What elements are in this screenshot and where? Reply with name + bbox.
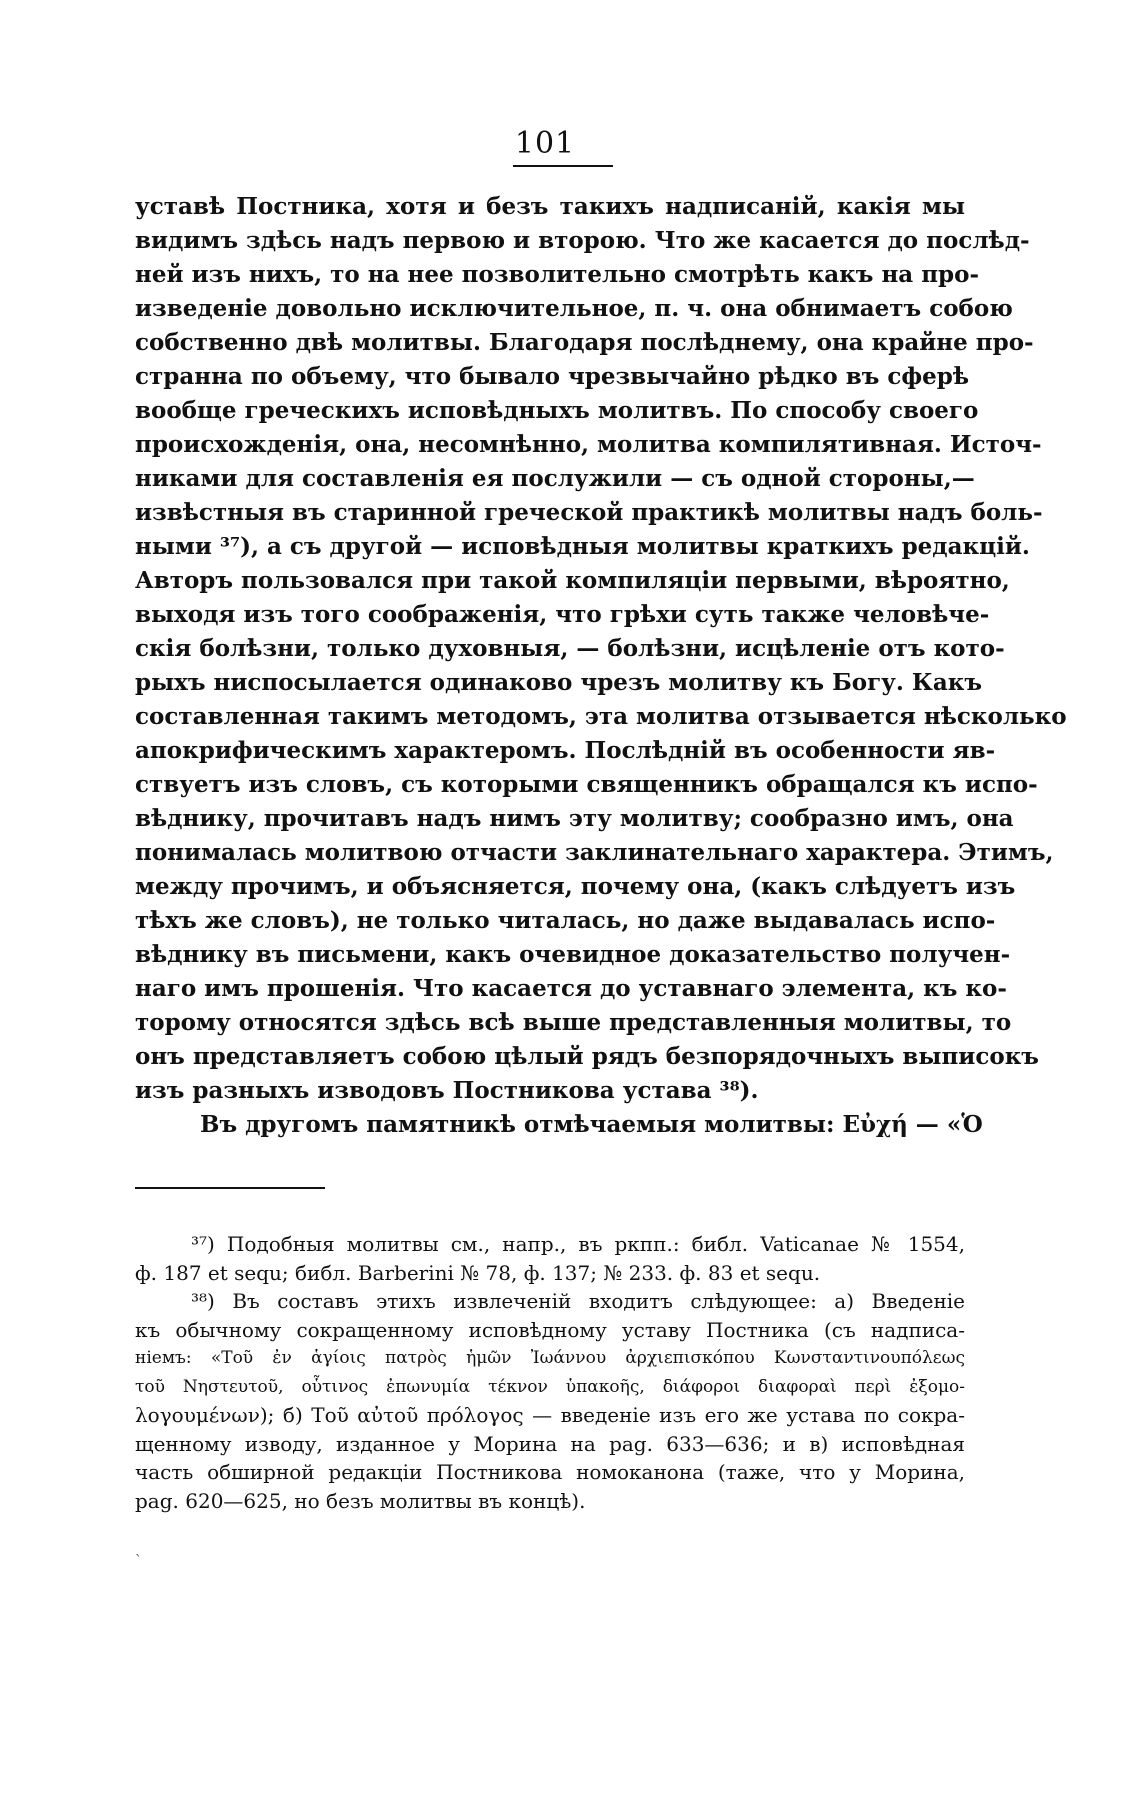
text-line: изведеніе довольно исключительное, п. ч. она обнимаетъ собою — [135, 295, 1013, 322]
text-line: странна по объему, что бывало чрезвычайно рѣдко въ сферѣ — [135, 363, 970, 390]
page-number: 101 — [514, 126, 576, 161]
text-line: ствуетъ изъ словъ, съ которыми священникъ обращался къ испо- — [135, 771, 1038, 798]
text-line: собственно двѣ молитвы. Благодаря послѣднему, она крайне про- — [135, 329, 1034, 356]
text-line: ней изъ нихъ, то на нее позволительно смотрѣть какъ на про- — [135, 261, 980, 288]
text-line: изъ разныхъ изводовъ Постникова устава ³⁸). — [135, 1077, 759, 1104]
text-line: вѣднику въ письмени, какъ очевидное доказательство получен- — [135, 941, 1011, 968]
text-line: апокрифическимъ характеромъ. Послѣдній въ особенности яв- — [135, 737, 996, 764]
footnote-line: pag. 620—625, но безъ молитвы въ концѣ). — [135, 1488, 586, 1513]
footnote-line: ф. 187 et sequ; библ. Barberini № 78, ф. 137; № 233. ф. 83 et sequ. — [135, 1260, 821, 1285]
footnote-line: λογουμένων); б) Τοῦ αὐτοῦ πρόλογος — введеніе изъ его же устава по сокра- — [135, 1403, 965, 1427]
text-line: скія болѣзни, только духовныя, — болѣзни, исцѣленіе отъ кото- — [135, 635, 1005, 662]
text-line: происхожденія, она, несомнѣнно, молитва компилятивная. Источ- — [135, 431, 1042, 458]
main-text — [135, 190, 1067, 1142]
text-line: составленная такимъ методомъ, эта молитва отзывается нѣсколько — [135, 703, 1067, 730]
text-line: вообще греческихъ исповѣдныхъ молитвъ. По способу своего — [135, 397, 979, 424]
stray-mark: ` — [135, 1553, 142, 1569]
text-line: между прочимъ, и объясняется, почему она, (какъ слѣдуетъ изъ — [135, 873, 1016, 900]
footnotes — [135, 1230, 965, 1515]
text-line: рыхъ ниспосылается одинаково чрезъ молитву къ Богу. Какъ — [135, 669, 982, 696]
text-line: ными ³⁷), а съ другой — исповѣдныя молитвы краткихъ редакцій. — [135, 533, 1030, 560]
footnote-line: часть обширной редакціи Постникова номоканона (таже, что у Морина, — [135, 1460, 965, 1484]
text-line: видимъ здѣсь надъ первою и второю. Что же касается до послѣд- — [135, 227, 1030, 254]
text-line: тѣхъ же словъ), не только читалась, но даже выдавалась испо- — [135, 907, 996, 934]
footnote-line: ³⁸) Въ составъ этихъ извлеченій входитъ слѣдующее: а) Введеніе — [191, 1289, 965, 1313]
text-line: наго имъ прошенія. Что касается до уставнаго элемента, къ ко- — [135, 975, 1007, 1002]
footnote-line: щенному изводу, изданное у Морина на pag. 633—636; и в) исповѣдная — [135, 1431, 965, 1456]
text-line: Въ другомъ памятникѣ отмѣчаемыя молитвы: Εὐχή — «Ὁ — [200, 1111, 983, 1138]
text-line: вѣднику, прочитавъ надъ нимъ эту молитву; сообразно имъ, она — [135, 805, 1014, 832]
text-line: торому относятся здѣсь всѣ выше представленныя молитвы, то — [135, 1009, 1012, 1036]
text-line: понималась молитвою отчасти заклинательнаго характера. Этимъ, — [135, 839, 1054, 866]
text-line: выходя изъ того соображенія, что грѣхи суть также человѣче- — [135, 601, 990, 628]
footnote-line: τοῦ Νηστευτοῦ, οὗτινος ἐπωνυμία τέκνον ὑπακοῆς, διάφοροι διαφοραὶ περὶ ἐξομο- — [135, 1376, 965, 1397]
footnote-line: ³⁷) Подобныя молитвы см., напр., въ ркпп.: библ. Vaticanae № 1554, — [191, 1232, 965, 1256]
footnote-line: ніемъ: «Τοῦ ἐν ἁγίοις πατρὸς ἡμῶν Ἰωάννου ἀρχιεπισκόπου Κωνσταντινουπόλεως — [135, 1348, 965, 1368]
text-line: Авторъ пользовался при такой компиляціи первыми, вѣроятно, — [135, 567, 1010, 594]
text-line: никами для составленія ея послужили — съ одной стороны,— — [135, 465, 975, 492]
text-line: онъ представляетъ собою цѣлый рядъ безпорядочныхъ выписокъ — [135, 1043, 1039, 1070]
footnote-separator — [135, 1187, 325, 1189]
text-line: извѣстныя въ старинной греческой практикѣ молитвы надъ боль- — [135, 499, 1043, 526]
footnote-line: къ обычному сокращенному исповѣдному уставу Постника (съ надписа- — [135, 1317, 965, 1342]
page-number-underline — [513, 165, 613, 167]
text-line: уставѣ Постника, хотя и безъ такихъ надписаній, какія мы — [135, 193, 965, 220]
